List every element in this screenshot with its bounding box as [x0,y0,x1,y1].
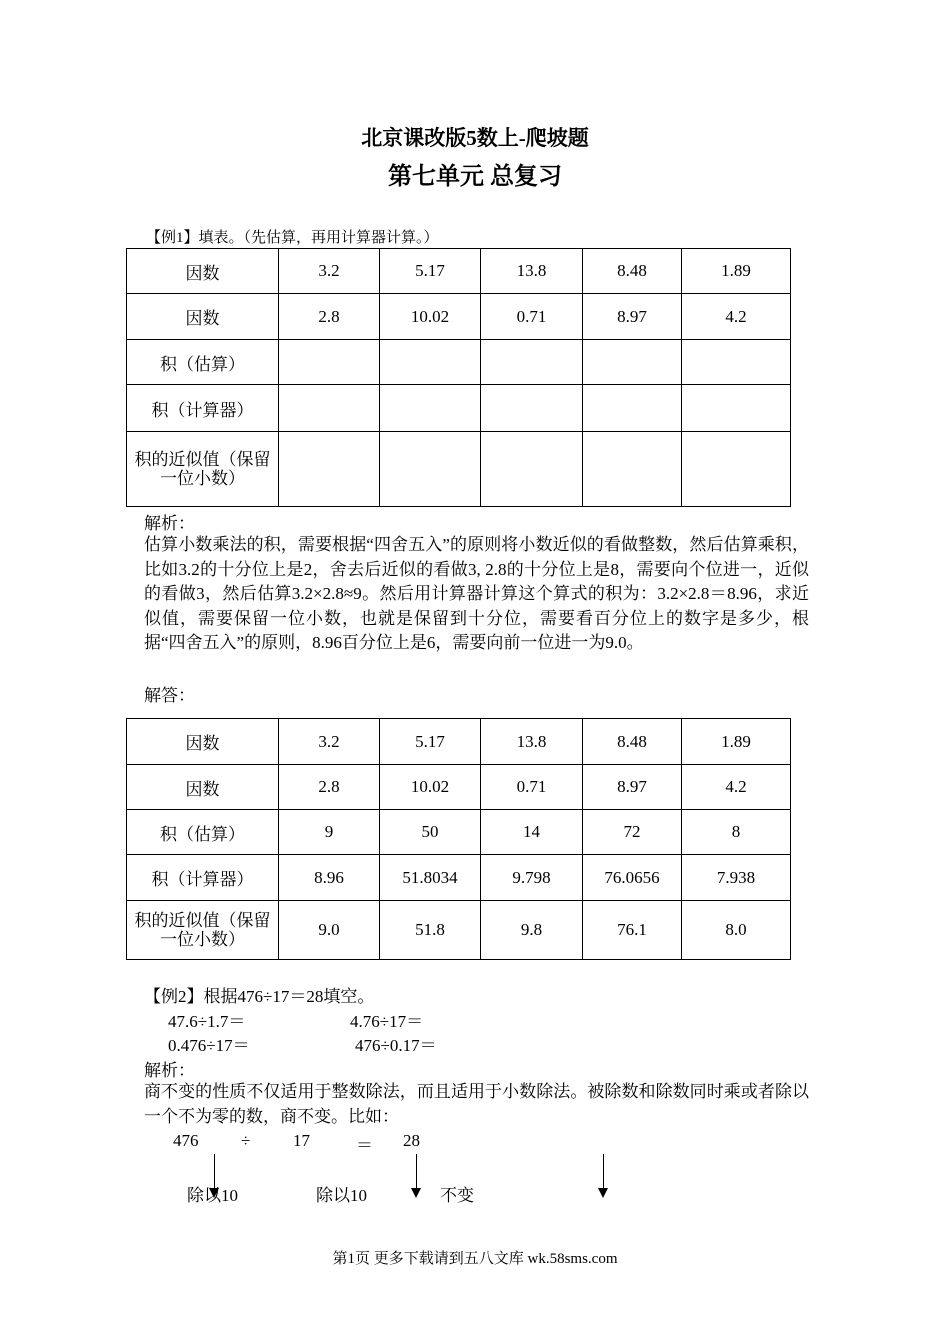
table-cell [481,432,583,507]
answer-label: 解答： [144,686,195,705]
example1-label: 【例1】填表。（先估算，再用计算器计算。） [146,230,439,246]
table-row [127,765,791,810]
page-footer: 第1页 更多下载请到五八文库 wk.58sms.com [332,1251,618,1267]
table-cell: 72 [583,810,682,855]
table-cell: 积的近似值（保留一位小数） [127,901,279,960]
table-cell: 9.8 [481,901,583,960]
table-cell [279,385,380,432]
table-cell: 2.8 [279,294,380,340]
example2-label: 【例2】根据476÷17＝28填空。 [144,987,375,1006]
document-subtitle: 第七单元 总复习 [388,164,562,190]
table-cell: 3.2 [279,249,380,294]
table-cell: 5.17 [380,719,481,765]
table-cell: 8.97 [583,765,682,810]
table-row [127,385,791,432]
down-arrow-icon [603,1154,604,1196]
down-arrow-icon [416,1154,417,1196]
question-table [126,248,791,507]
table-cell: 51.8034 [380,855,481,901]
table-cell: 50 [380,810,481,855]
equation-divisor: 17 [293,1131,310,1150]
table-cell: 2.8 [279,765,380,810]
table-row [127,340,791,385]
table-cell: 因数 [127,719,279,765]
table-cell [583,385,682,432]
table-cell: 51.8 [380,901,481,960]
table-cell [380,340,481,385]
table-cell: 8.0 [682,901,791,960]
table-row [127,432,791,507]
table-cell [279,340,380,385]
note-divide-by-10-right: 除以10 [316,1186,367,1205]
equation-equals-sign: ＝ [356,1136,373,1155]
table-cell: 0.71 [481,294,583,340]
table-row [127,855,791,901]
table-cell [583,432,682,507]
equation-divide-sign: ÷ [241,1131,251,1150]
table-cell: 9.798 [481,855,583,901]
table-cell [682,385,791,432]
table-cell: 因数 [127,765,279,810]
table-cell: 因数 [127,294,279,340]
table-cell: 积（估算） [127,810,279,855]
example2-question-1: 47.6÷1.7＝ [168,1012,246,1031]
table-cell [682,432,791,507]
table-cell: 8.96 [279,855,380,901]
table-cell [481,385,583,432]
table-cell [380,385,481,432]
equation-dividend: 476 [173,1131,199,1150]
table-row [127,719,791,765]
table-cell: 8.97 [583,294,682,340]
table-row [127,901,791,960]
example2-analysis-paragraph: 商不变的性质不仅适用于整数除法，而且适用于小数除法。被除数和除数同时乘或者除以一个不为零的数，商不变。比如： [144,1082,809,1126]
table-cell: 4.2 [682,294,791,340]
note-unchanged: 不变 [440,1186,474,1205]
table-cell: 8 [682,810,791,855]
table-cell [481,340,583,385]
table-cell: 8.48 [583,249,682,294]
table-cell: 因数 [127,249,279,294]
table-cell: 3.2 [279,719,380,765]
table-cell: 1.89 [682,249,791,294]
table-cell [279,432,380,507]
table-cell: 9.0 [279,901,380,960]
document-title: 北京课改版5数上-爬坡题 [361,126,589,150]
table-cell [380,432,481,507]
table-row [127,249,791,294]
table-cell: 0.71 [481,765,583,810]
table-cell [682,340,791,385]
table-cell: 积（计算器） [127,385,279,432]
answer-table [126,718,791,960]
table-cell: 4.2 [682,765,791,810]
table-cell: 14 [481,810,583,855]
table-cell: 积的近似值（保留一位小数） [127,432,279,507]
example2-analysis-label: 解析： [144,1061,195,1080]
note-divide-by-10-left: 除以10 [187,1186,238,1205]
table-cell: 5.17 [380,249,481,294]
table-row [127,294,791,340]
table-cell [583,340,682,385]
table-cell: 8.48 [583,719,682,765]
table-cell: 9 [279,810,380,855]
table-cell: 10.02 [380,765,481,810]
table-cell: 13.8 [481,249,583,294]
table-cell: 76.0656 [583,855,682,901]
example2-question-3: 0.476÷17＝ [168,1036,250,1055]
analysis-label: 解析： [144,514,195,533]
example2-question-2: 4.76÷17＝ [350,1012,424,1031]
example2-question-4: 476÷0.17＝ [355,1036,437,1055]
table-cell: 10.02 [380,294,481,340]
table-cell: 76.1 [583,901,682,960]
table-cell: 1.89 [682,719,791,765]
equation-quotient: 28 [403,1131,420,1150]
table-cell: 积（估算） [127,340,279,385]
analysis-paragraph: 估算小数乘法的积，需要根据“四舍五入”的原则将小数近似的看做整数，然后估算乘积，比如3.2的十分位上是2，舍去后近似的看做3, 2.8的十分位上是8，需要向个位进一，近似的看做3，然后估算3.2×2.8≈9。然后用计算器计算这个算式的积为：3.2×2.8＝8.96，求近似值，需要保留一位小数，也就是保留到十分位，需要看百分位上的数字是多少，根据“四舍五入”的原则，8.96百分位上是6，需要向前一位进一为9.0。 [144,535,809,652]
table-row [127,810,791,855]
table-cell: 13.8 [481,719,583,765]
table-cell: 积（计算器） [127,855,279,901]
table-cell: 7.938 [682,855,791,901]
